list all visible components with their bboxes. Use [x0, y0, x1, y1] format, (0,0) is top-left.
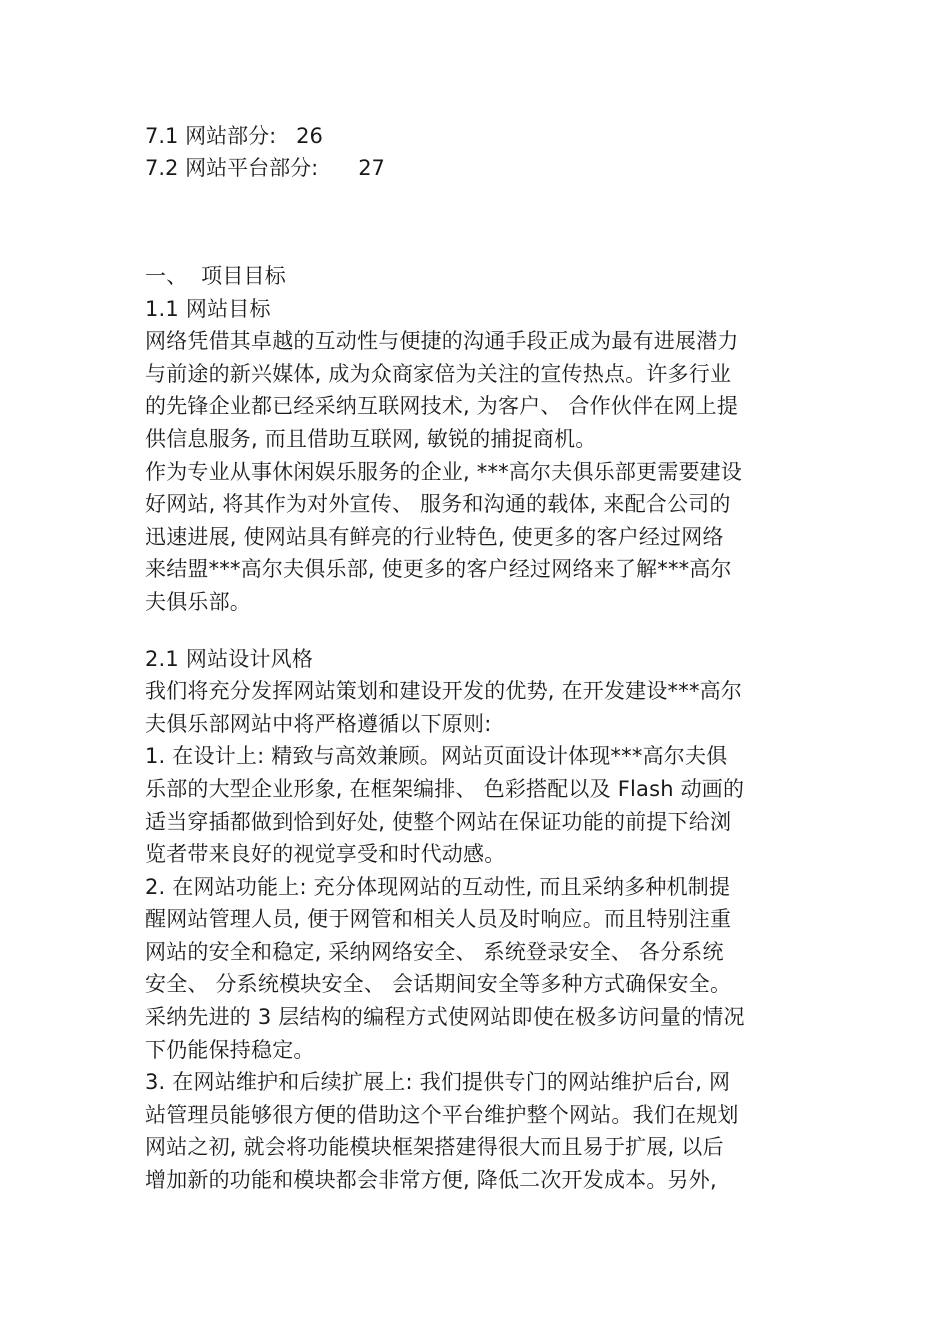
text-line: 来结盟***高尔夫俱乐部, 使更多的客户经过网络来了解***高尔: [145, 557, 732, 582]
text-line: 网站的安全和稳定, 采纳网络安全、 系统登录安全、 各分系统: [145, 939, 724, 964]
text-line: 迅速进展, 使网站具有鲜亮的行业特色, 使更多的客户经过网络: [145, 524, 724, 549]
text-line: 2. 在网站功能上: 充分体现网站的互动性, 而且采纳多种机制提: [145, 874, 731, 899]
text-line: 网站之初, 就会将功能模块框架搭建得很大而且易于扩展, 以后: [145, 1135, 724, 1160]
text-line: 好网站, 将其作为对外宣传、 服务和沟通的载体, 来配合公司的: [145, 492, 731, 517]
text-line: 我们将充分发挥网站策划和建设开发的优势, 在开发建设***高尔: [145, 679, 743, 704]
text-line: 1. 在设计上: 精致与高效兼顾。网站页面设计体现***高尔夫俱: [145, 744, 728, 769]
paragraph-design-style: [145, 675, 813, 1197]
table-of-contents: [145, 120, 825, 184]
text-line: 与前途的新兴媒体, 成为众商家倍为关注的宣传热点。许多行业: [145, 361, 732, 386]
text-line: 增加新的功能和模块都会非常方便, 降低二次开发成本。另外,: [145, 1168, 717, 1193]
text-line: 夫俱乐部网站中将严格遵循以下原则:: [145, 711, 492, 736]
text-line: 采纳先进的 3 层结构的编程方式使网站即使在极多访问量的情况: [145, 1005, 745, 1030]
text-line: 网络凭借其卓越的互动性与便捷的沟通手段正成为最有进展潜力: [145, 329, 739, 354]
text-line: 览者带来良好的视觉享受和时代动感。: [145, 842, 506, 867]
text-line: 供信息服务, 而且借助互联网, 敏锐的捕捉商机。: [145, 426, 597, 451]
subsection-heading: 2.1 网站设计风格: [145, 646, 314, 671]
toc-entry: 7.1 网站部分: 26: [145, 124, 323, 148]
text-line: 的先锋企业都已经采纳互联网技术, 为客户、 合作伙伴在网上提: [145, 394, 739, 419]
text-line: 下仍能保持稳定。: [145, 1037, 315, 1062]
text-line: 适当穿插都做到恰到好处, 使整个网站在保证功能的前提下给浏: [145, 809, 732, 834]
document-body: [145, 260, 813, 1197]
text-line: 3. 在网站维护和后续扩展上: 我们提供专门的网站维护后台, 网: [145, 1070, 731, 1095]
text-line: 乐部的大型企业形象, 在框架编排、 色彩搭配以及 Flash 动画的: [145, 776, 745, 801]
text-line: 醒网站管理人员, 便于网管和相关人员及时响应。而且特别注重: [145, 907, 732, 932]
text-line: 作为专业从事休闲娱乐服务的企业, ***高尔夫俱乐部更需要建设: [145, 459, 743, 484]
text-line: 安全、 分系统模块安全、 会话期间安全等多种方式确保安全。: [145, 972, 732, 997]
paragraph-spacer: [145, 619, 813, 643]
toc-entry: 7.2 网站平台部分: 27: [145, 156, 385, 180]
section-heading: 一、 项目目标: [145, 264, 286, 288]
text-line: 夫俱乐部。: [145, 589, 251, 614]
subsection-heading: 1.1 网站目标: [145, 296, 271, 321]
paragraph-website-goal: [145, 325, 813, 618]
text-line: 站管理员能够很方便的借助这个平台维护整个网站。我们在规划: [145, 1102, 739, 1127]
